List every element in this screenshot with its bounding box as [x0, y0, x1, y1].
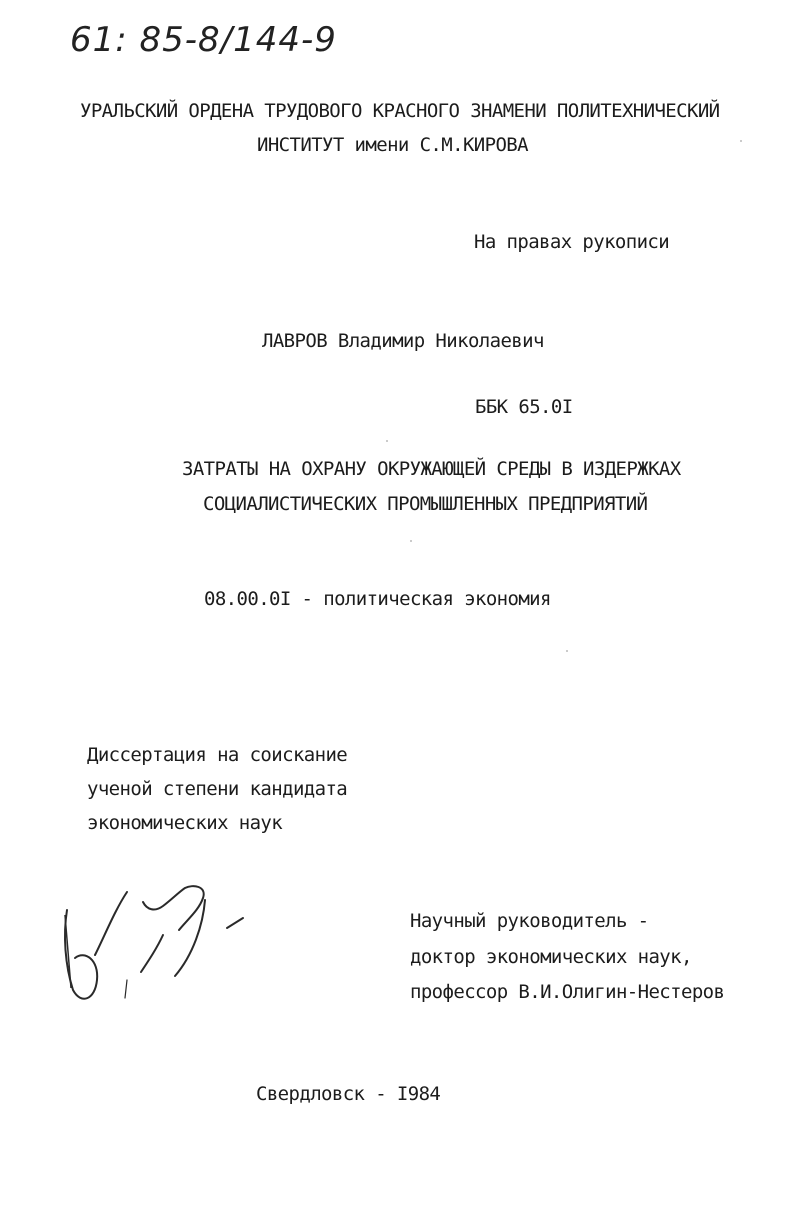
supervisor-line-3: профессор В.И.Олигин-Нестеров — [410, 981, 725, 1003]
degree-line-3: экономических наук — [87, 812, 283, 834]
scan-speck — [566, 650, 568, 652]
manuscript-rights: На правах рукописи — [474, 231, 670, 253]
scan-speck — [740, 140, 742, 142]
scan-speck — [386, 440, 388, 442]
institution-line-2: ИНСТИТУТ имени С.М.КИРОВА — [257, 134, 528, 156]
degree-line-2: ученой степени кандидата — [87, 778, 348, 800]
bbk-code: ББК 65.0I — [475, 396, 573, 418]
supervisor-line-1: Научный руководитель - — [410, 910, 649, 932]
scan-speck — [410, 540, 412, 542]
author-name: ЛАВРОВ Владимир Николаевич — [262, 330, 544, 352]
institution-line-1: УРАЛЬСКИЙ ОРДЕНА ТРУДОВОГО КРАСНОГО ЗНАМЕНИ ПОЛИТЕХНИЧЕСКИЙ — [80, 100, 720, 122]
specialty: 08.00.0I - политическая экономия — [204, 588, 551, 610]
supervisor-line-2: доктор экономических наук, — [410, 946, 692, 968]
title-line-2: СОЦИАЛИСТИЧЕСКИХ ПРОМЫШЛЕННЫХ ПРЕДПРИЯТИЙ — [203, 493, 648, 515]
place-and-year: Свердловск - I984 — [256, 1083, 441, 1105]
author-signature — [55, 880, 255, 1010]
degree-line-1: Диссертация на соискание — [87, 744, 348, 766]
title-line-1: ЗАТРАТЫ НА ОХРАНУ ОКРУЖАЮЩЕЙ СРЕДЫ В ИЗДЕРЖКАХ — [182, 458, 681, 480]
archive-code: 61: 85-8/144-9 — [70, 20, 337, 60]
